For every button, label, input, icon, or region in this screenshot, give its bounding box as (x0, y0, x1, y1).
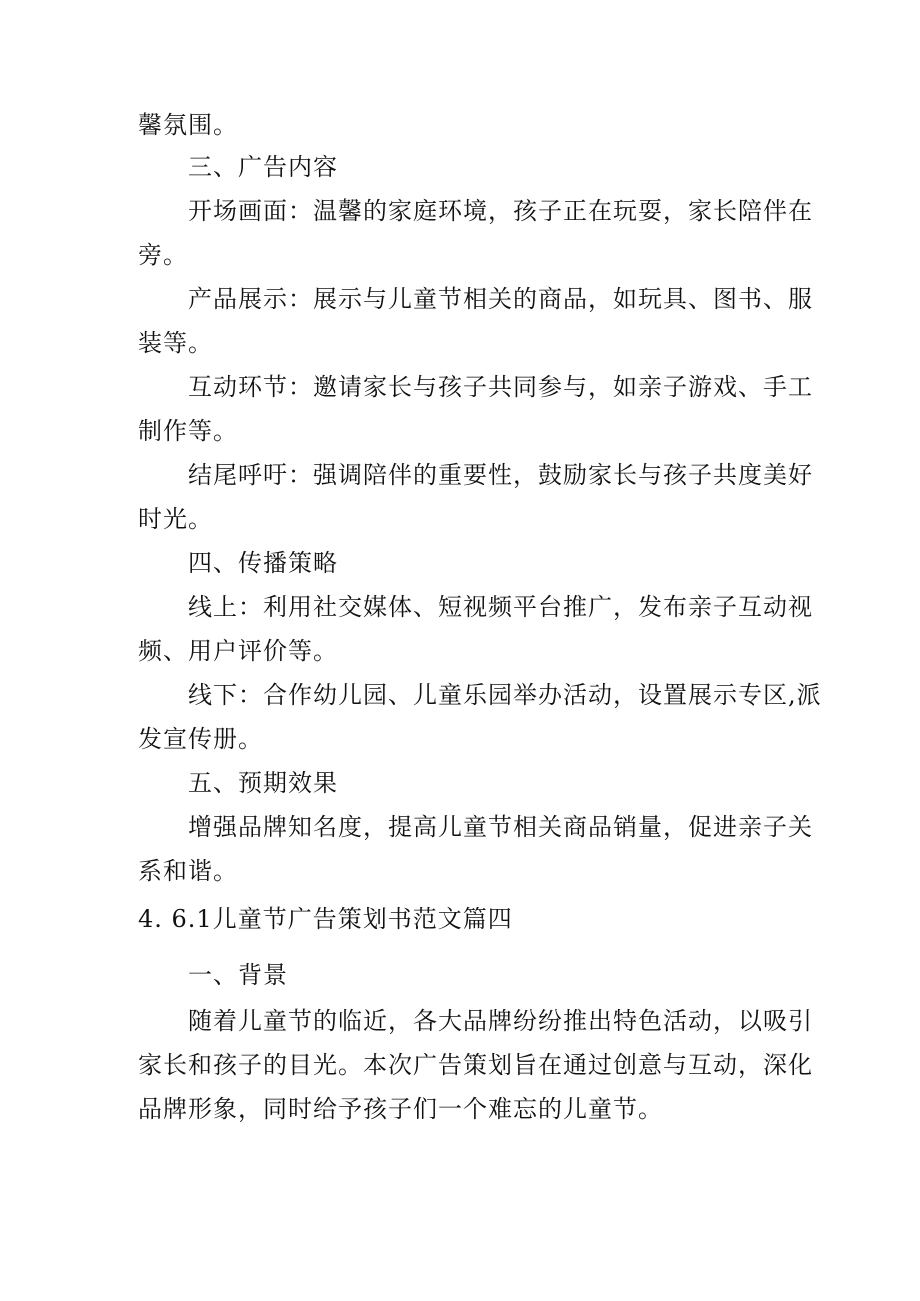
section-heading-background: 一、背景 (188, 961, 288, 989)
paragraph-line: 开场画面：温馨的家庭环境，孩子正在玩耍，家长陪伴在 (188, 197, 813, 225)
paragraph-line: 时光。 (138, 505, 213, 533)
paragraph-line: 随着儿童节的临近，各大品牌纷纷推出特色活动，以吸引 (188, 1007, 813, 1035)
paragraph-line: 旁。 (138, 241, 188, 269)
paragraph-line: 互动环节：邀请家长与孩子共同参与，如亲子游戏、手工 (188, 373, 813, 401)
paragraph-line: 发宣传册。 (138, 725, 263, 753)
paragraph-line: 线下：合作幼儿园、儿童乐园举办活动，设置展示专区,派 (188, 681, 822, 709)
paragraph-line: 结尾呼吁：强调陪伴的重要性，鼓励家长与孩子共度美好 (188, 461, 813, 489)
paragraph-line: 频、用户评价等。 (138, 637, 338, 665)
section-heading-strategy: 四、传播策略 (188, 549, 338, 577)
paragraph-line: 系和谐。 (138, 857, 238, 885)
section-heading-expected-effect: 五、预期效果 (188, 769, 338, 797)
paragraph-line: 家长和孩子的目光。本次广告策划旨在通过创意与互动，深化 (138, 1051, 813, 1079)
paragraph-line: 线上：利用社交媒体、短视频平台推广，发布亲子互动视 (188, 593, 813, 621)
chapter-title: 4. 6.1儿童节广告策划书范文篇四 (138, 905, 513, 933)
paragraph-line: 产品展示：展示与儿童节相关的商品，如玩具、图书、服 (188, 285, 813, 313)
paragraph-continuation: 馨氛围。 (138, 111, 238, 139)
section-heading-ad-content: 三、广告内容 (188, 153, 338, 181)
paragraph-line: 品牌形象，同时给予孩子们一个难忘的儿童节。 (138, 1095, 663, 1123)
paragraph-line: 增强品牌知名度，提高儿童节相关商品销量，促进亲子关 (188, 813, 813, 841)
paragraph-line: 制作等。 (138, 417, 238, 445)
paragraph-line: 装等。 (138, 329, 213, 357)
